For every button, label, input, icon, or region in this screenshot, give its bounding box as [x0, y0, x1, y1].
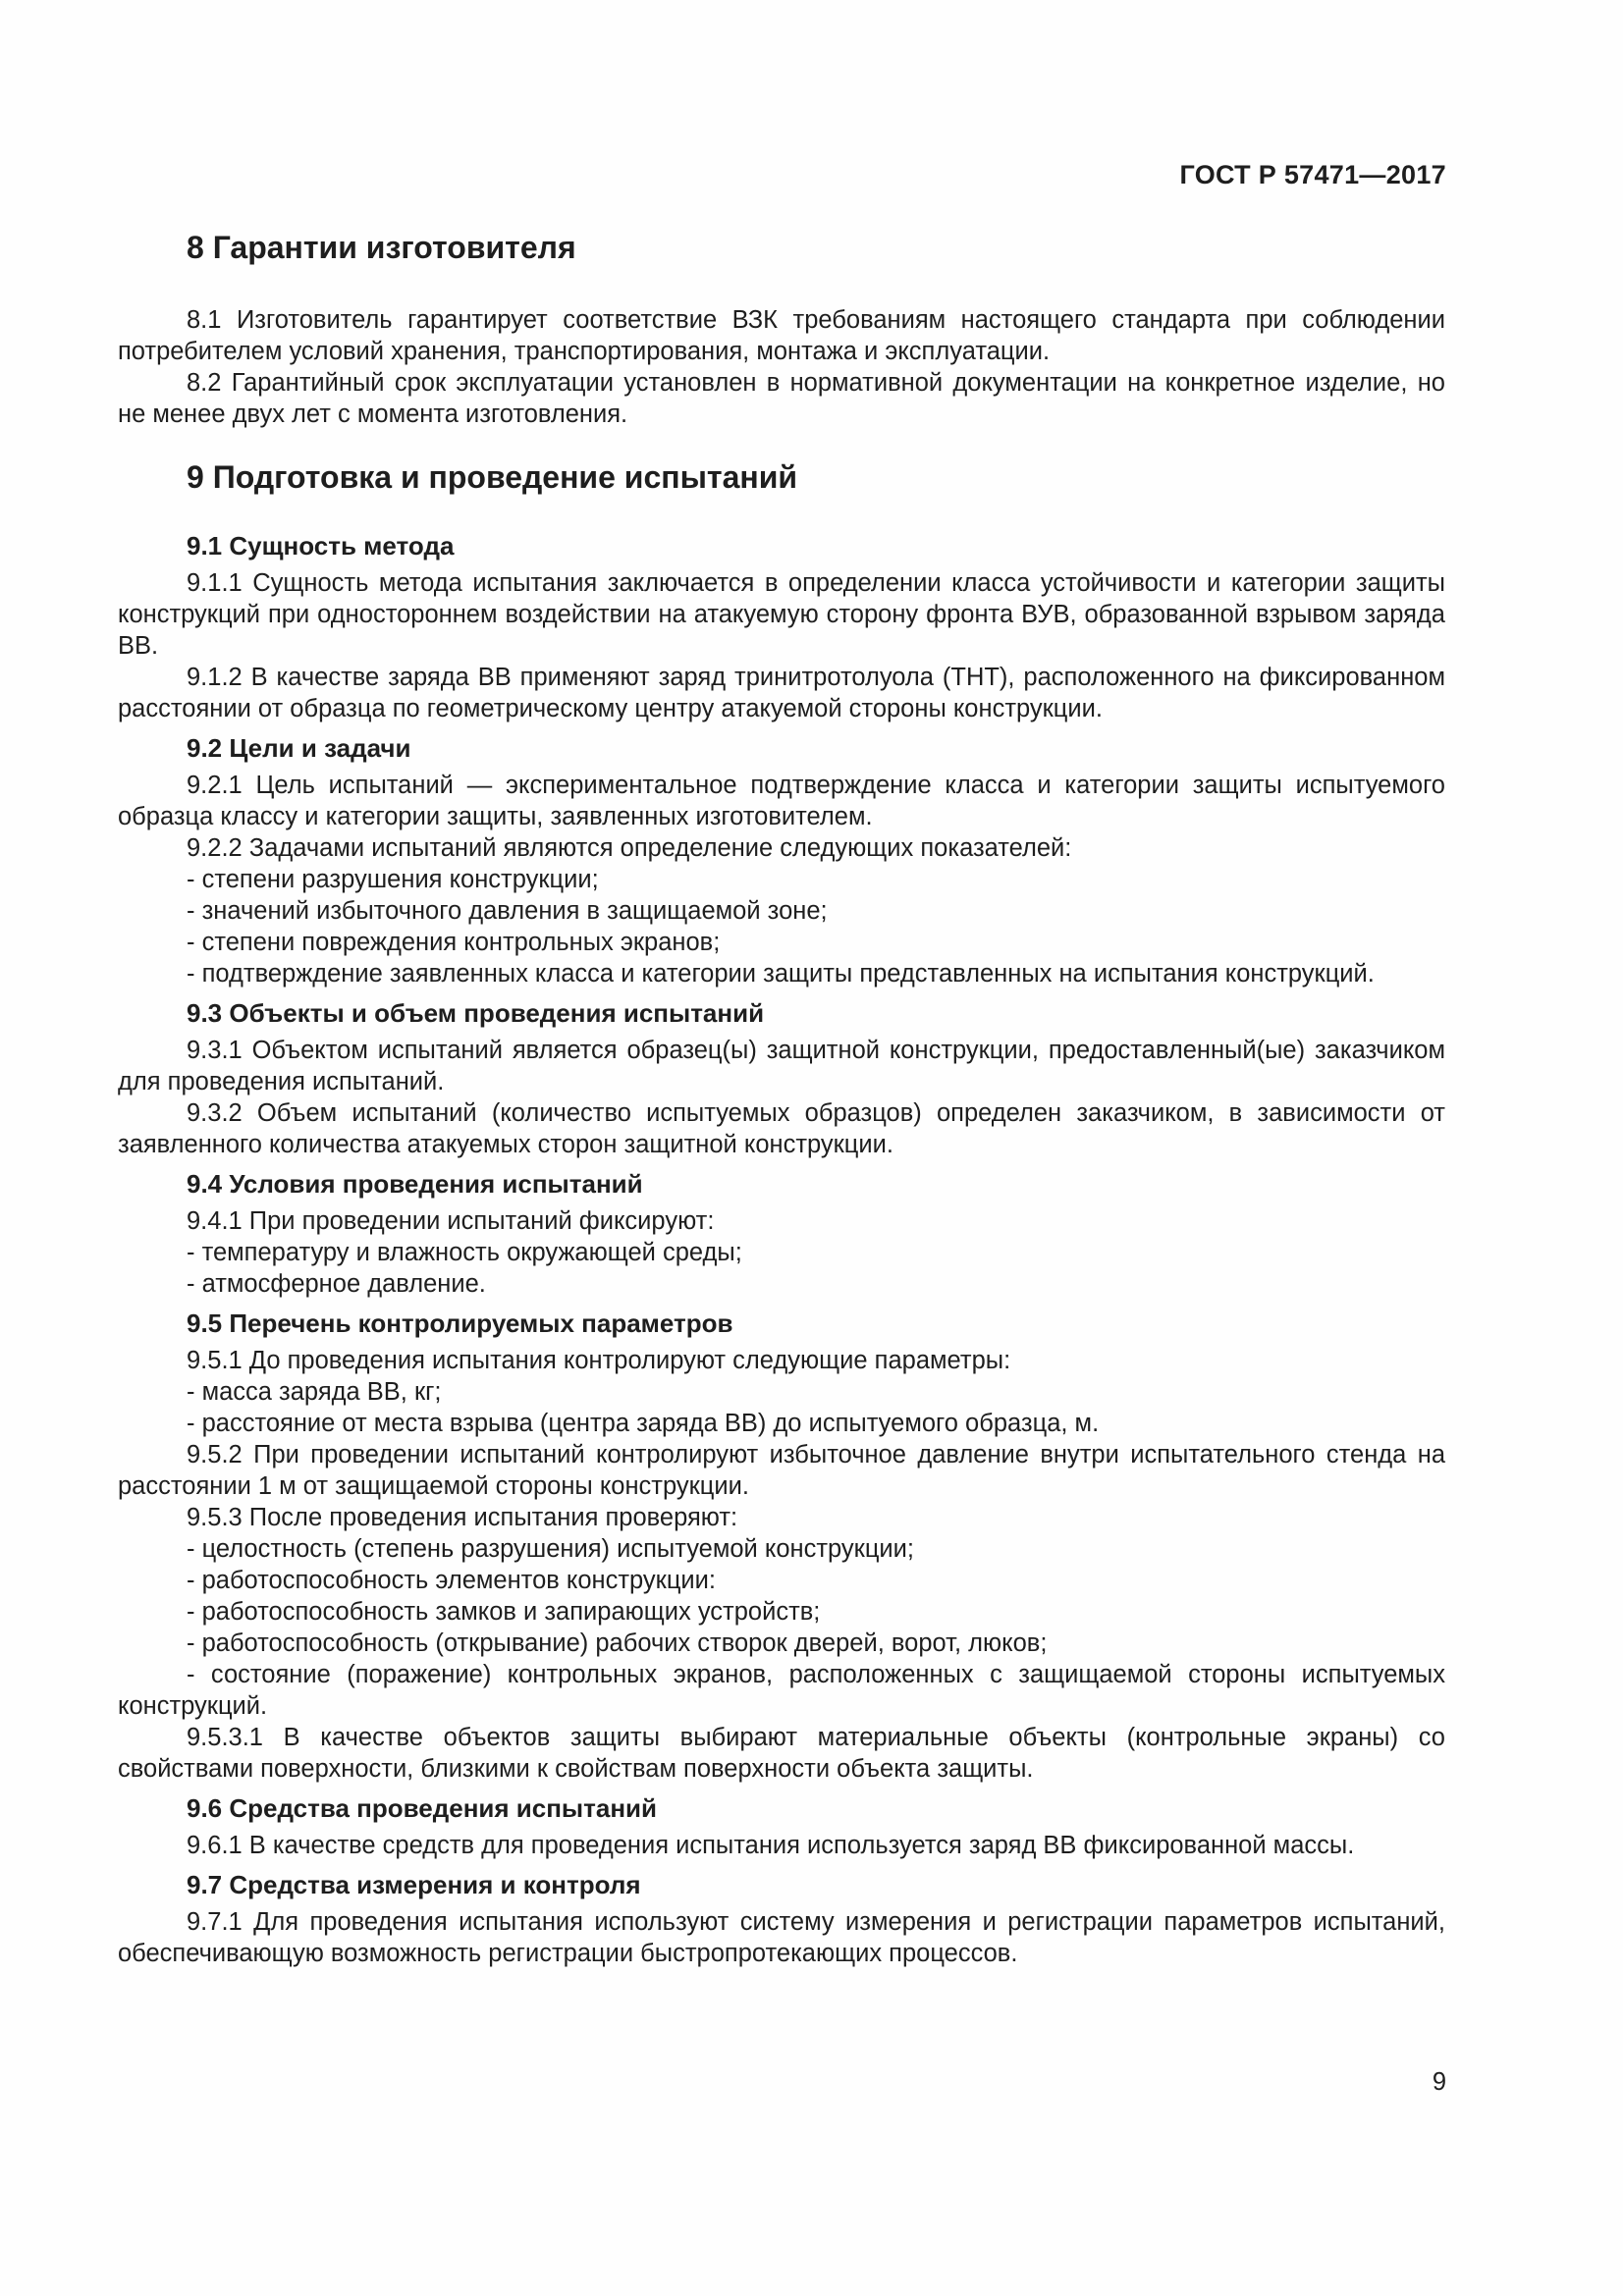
list-item: - целостность (степень разрушения) испытуемой конструкции;	[187, 1535, 914, 1563]
list-item: - значений избыточного давления в защищаемой зоне;	[187, 897, 828, 925]
list-item: - подтверждение заявленных класса и категории защиты представленных на испытания конструкций.	[187, 960, 1375, 988]
subsection-9-5-title: 9.5 Перечень контролируемых параметров	[187, 1308, 733, 1338]
paragraph-8-1: 8.1 Изготовитель гарантирует соответствие ВЗК требованиям настоящего стандарта при соблюдении потребителем условий хранения, транспортирования, монтажа и эксплуатации.	[118, 306, 1445, 365]
section-9-title: 9 Подготовка и проведение испытаний	[187, 459, 798, 495]
paragraph-9-3-2: 9.3.2 Объем испытаний (количество испытуемых образцов) определен заказчиком, в зависимости от заявленного количества атакуемых сторон защитной конструкции.	[118, 1099, 1445, 1158]
list-item: - состояние (поражение) контрольных экранов, расположенных с защищаемой стороны испытуемых конструкций.	[118, 1661, 1445, 1720]
subsection-9-7-title: 9.7 Средства измерения и контроля	[187, 1870, 641, 1899]
list-item: - атмосферное давление.	[187, 1270, 486, 1298]
list-item: - работоспособность (открывание) рабочих створок дверей, ворот, люков;	[187, 1629, 1048, 1657]
paragraph-9-5-2: 9.5.2 При проведении испытаний контролируют избыточное давление внутри испытательного стенда на расстоянии 1 м от защищаемой стороны конструкции.	[118, 1441, 1445, 1500]
paragraph-9-3-1: 9.3.1 Объектом испытаний является образец(ы) защитной конструкции, предоставленный(ые) заказчиком для проведения испытаний.	[118, 1037, 1445, 1095]
paragraph-9-4-1: 9.4.1 При проведении испытаний фиксируют:	[187, 1207, 715, 1235]
paragraph-8-2: 8.2 Гарантийный срок эксплуатации установлен в нормативной документации на конкретное изделие, но не менее двух лет с момента изготовления.	[118, 369, 1445, 428]
list-item: - температуру и влажность окружающей среды;	[187, 1239, 742, 1266]
list-item: - работоспособность замков и запирающих устройств;	[187, 1598, 821, 1626]
list-item: - степени разрушения конструкции;	[187, 866, 599, 893]
subsection-9-2-title: 9.2 Цели и задачи	[187, 733, 411, 763]
list-item: - масса заряда ВВ, кг;	[187, 1378, 442, 1406]
paragraph-9-6-1: 9.6.1 В качестве средств для проведения испытания используется заряд ВВ фиксированной массы.	[187, 1832, 1355, 1859]
paragraph-9-7-1: 9.7.1 Для проведения испытания используют систему измерения и регистрации параметров испытаний, обеспечивающую возможность регистрации быстропротекающих процессов.	[118, 1908, 1445, 1967]
section-8-title: 8 Гарантии изготовителя	[187, 230, 576, 265]
page-number: 9	[1432, 2068, 1446, 2096]
subsection-9-1-title: 9.1 Сущность метода	[187, 531, 455, 561]
paragraph-9-5-3: 9.5.3 После проведения испытания проверяют:	[187, 1504, 738, 1531]
paragraph-9-5-1: 9.5.1 До проведения испытания контролируют следующие параметры:	[187, 1347, 1011, 1374]
paragraph-9-5-3-1: 9.5.3.1 В качестве объектов защиты выбирают материальные объекты (контрольные экраны) со свойствами поверхности, близкими к свойствам поверхности объекта защиты.	[118, 1724, 1445, 1783]
paragraph-9-2-1: 9.2.1 Цель испытаний — экспериментальное подтверждение класса и категории защиты испытуемого образца классу и категории защиты, заявленных изготовителем.	[118, 772, 1445, 830]
subsection-9-6-title: 9.6 Средства проведения испытаний	[187, 1793, 657, 1823]
list-item: - работоспособность элементов конструкции:	[187, 1567, 716, 1594]
paragraph-9-1-2: 9.1.2 В качестве заряда ВВ применяют заряд тринитротолуола (ТНТ), расположенного на фиксированном расстоянии от образца по геометрическому центру атакуемой стороны конструкции.	[118, 664, 1445, 722]
paragraph-9-2-2: 9.2.2 Задачами испытаний являются определение следующих показателей:	[187, 834, 1072, 862]
subsection-9-3-title: 9.3 Объекты и объем проведения испытаний	[187, 998, 765, 1028]
subsection-9-4-title: 9.4 Условия проведения испытаний	[187, 1169, 643, 1199]
list-item: - степени повреждения контрольных экранов;	[187, 929, 721, 956]
page-content	[118, 228, 1445, 1969]
document-id: ГОСТ Р 57471—2017	[1179, 160, 1446, 189]
paragraph-9-1-1: 9.1.1 Сущность метода испытания заключается в определении класса устойчивости и категории защиты конструкций при одностороннем воздействии на атакуемую сторону фронта ВУВ, образованной взрывом заряда ВВ.	[118, 569, 1445, 660]
list-item: - расстояние от места взрыва (центра заряда ВВ) до испытуемого образца, м.	[187, 1410, 1100, 1437]
